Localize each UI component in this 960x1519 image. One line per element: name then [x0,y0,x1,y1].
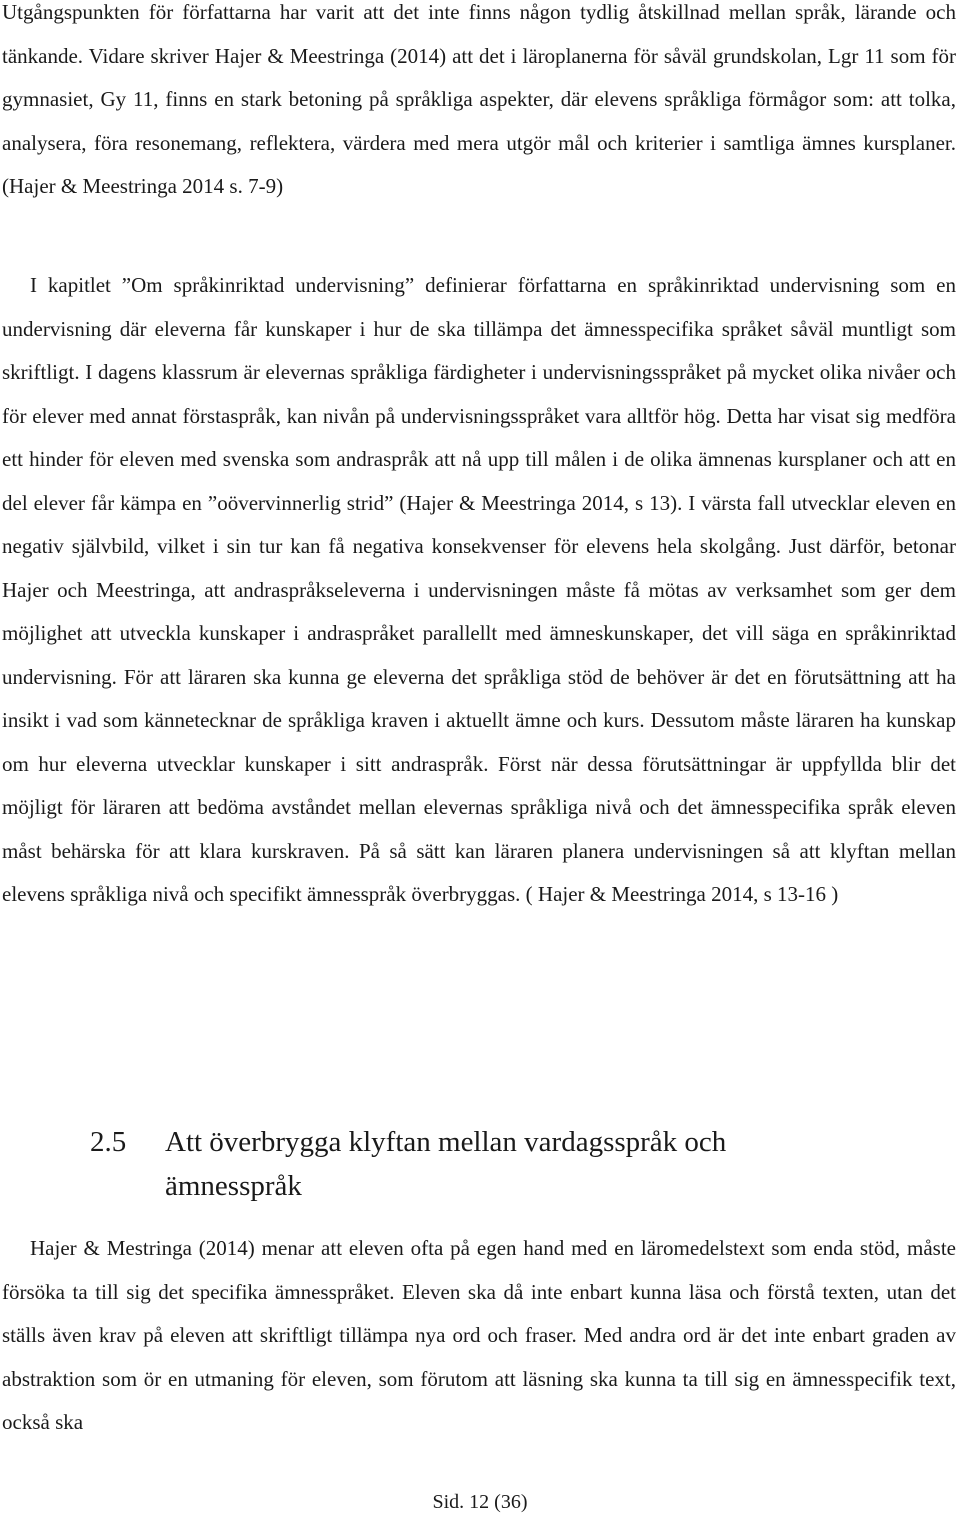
paragraph-chapter-text: I kapitlet ”Om språkinriktad undervisning” definierar författarna en språkinriktad undervisning som en undervisning där eleverna får kunskaper i hur de ska tillämpa det ämnesspecifika språket såväl muntligt som skriftligt. I dagens klassrum är elevernas språkliga färdigheter i undervisningsspråket på mycket olika nivåer och för elever med annat förstaspråk, kan nivån på undervisningsspråket vara alltför hög. Detta har visat sig medföra ett hinder för eleven med svenska som andraspråk att nå upp till målen i de olika ämnenas kursplaner och att en del elever får kämpa en ”oövervinnerlig strid” (Hajer & Meestringa 2014, s 13). I värsta fall utvecklar eleven en negativ självbild, vilket i sin tur kan få negativa konsekvenser för elevens hela skolgång. Just därför, betonar Hajer och Meestringa, att andraspråkseleverna i undervisningen måste få mötas av verksamhet som ger dem möjlighet att utveckla kunskaper i andraspråket parallellt med ämneskunskaper, det vill säga en språkinriktad undervisning. För att läraren ska kunna ge eleverna det språkliga stöd de behöver är det en förutsättning att ha insikt i vad som kännetecknar de språkliga kraven i aktuellt ämne och kurs. Dessutom måste läraren ha kunskap om hur eleverna utvecklar kunskaper i sitt andraspråk. Först när dessa förutsättningar är uppfyllda blir det möjligt för läraren att bedöma avståndet mellan elevernas språkliga nivå och det ämnesspecifika språk eleven måst behärska för att klara kurskraven. På så sätt kan läraren planera undervisningen så att klyftan mellan elevens språkliga nivå och specifikt ämnesspråk överbryggas. ( Hajer & Meestringa 2014, s 13-16 ) [2,273,956,906]
page-number: Sid. 12 (36) [432,1491,528,1513]
paragraph-intro-text: Utgångspunkten för författarna har varit att det inte finns någon tydlig åtskillnad mellan språk, lärande och tänkande. Vidare skriver Hajer & Meestringa (2014) att det i läroplanerna för såväl grundskolan, Lgr 11 som för gymnasiet, Gy 11, finns en stark betoning på språkliga aspekter, där elevens språkliga förmågor som: att tolka, analysera, föra resonemang, reflektera, värdera med mera utgör mål och kriterier i samtliga ämnes kursplaner. (Hajer & Meestringa 2014 s. 7-9) [2,0,956,198]
page-footer [0,1488,960,1516]
section-heading [88,1120,868,1208]
paragraph-section-text: Hajer & Mestringa (2014) menar att eleven ofta på egen hand med en läromedelstext som enda stöd, måste försöka ta till sig det specifika ämnesspråket. Eleven ska då inte enbart kunna läsa och förstå texten, utan det ställs även krav på eleven att skriftligt tillämpa nya ord och fraser. Med andra ord är det inte enbart graden av abstraktion som ör en utmaning för eleven, som förutom att läsning ska kunna ta till sig en ämnesspecifik text, också ska [2,1236,956,1434]
paragraph-section [2,1227,956,1445]
paragraph-chapter [2,264,956,917]
section-title: Att överbrygga klyftan mellan vardagsspråk och ämnesspråk [165,1126,727,1202]
section-number: 2.5 [90,1126,127,1158]
paragraph-intro [2,0,956,209]
